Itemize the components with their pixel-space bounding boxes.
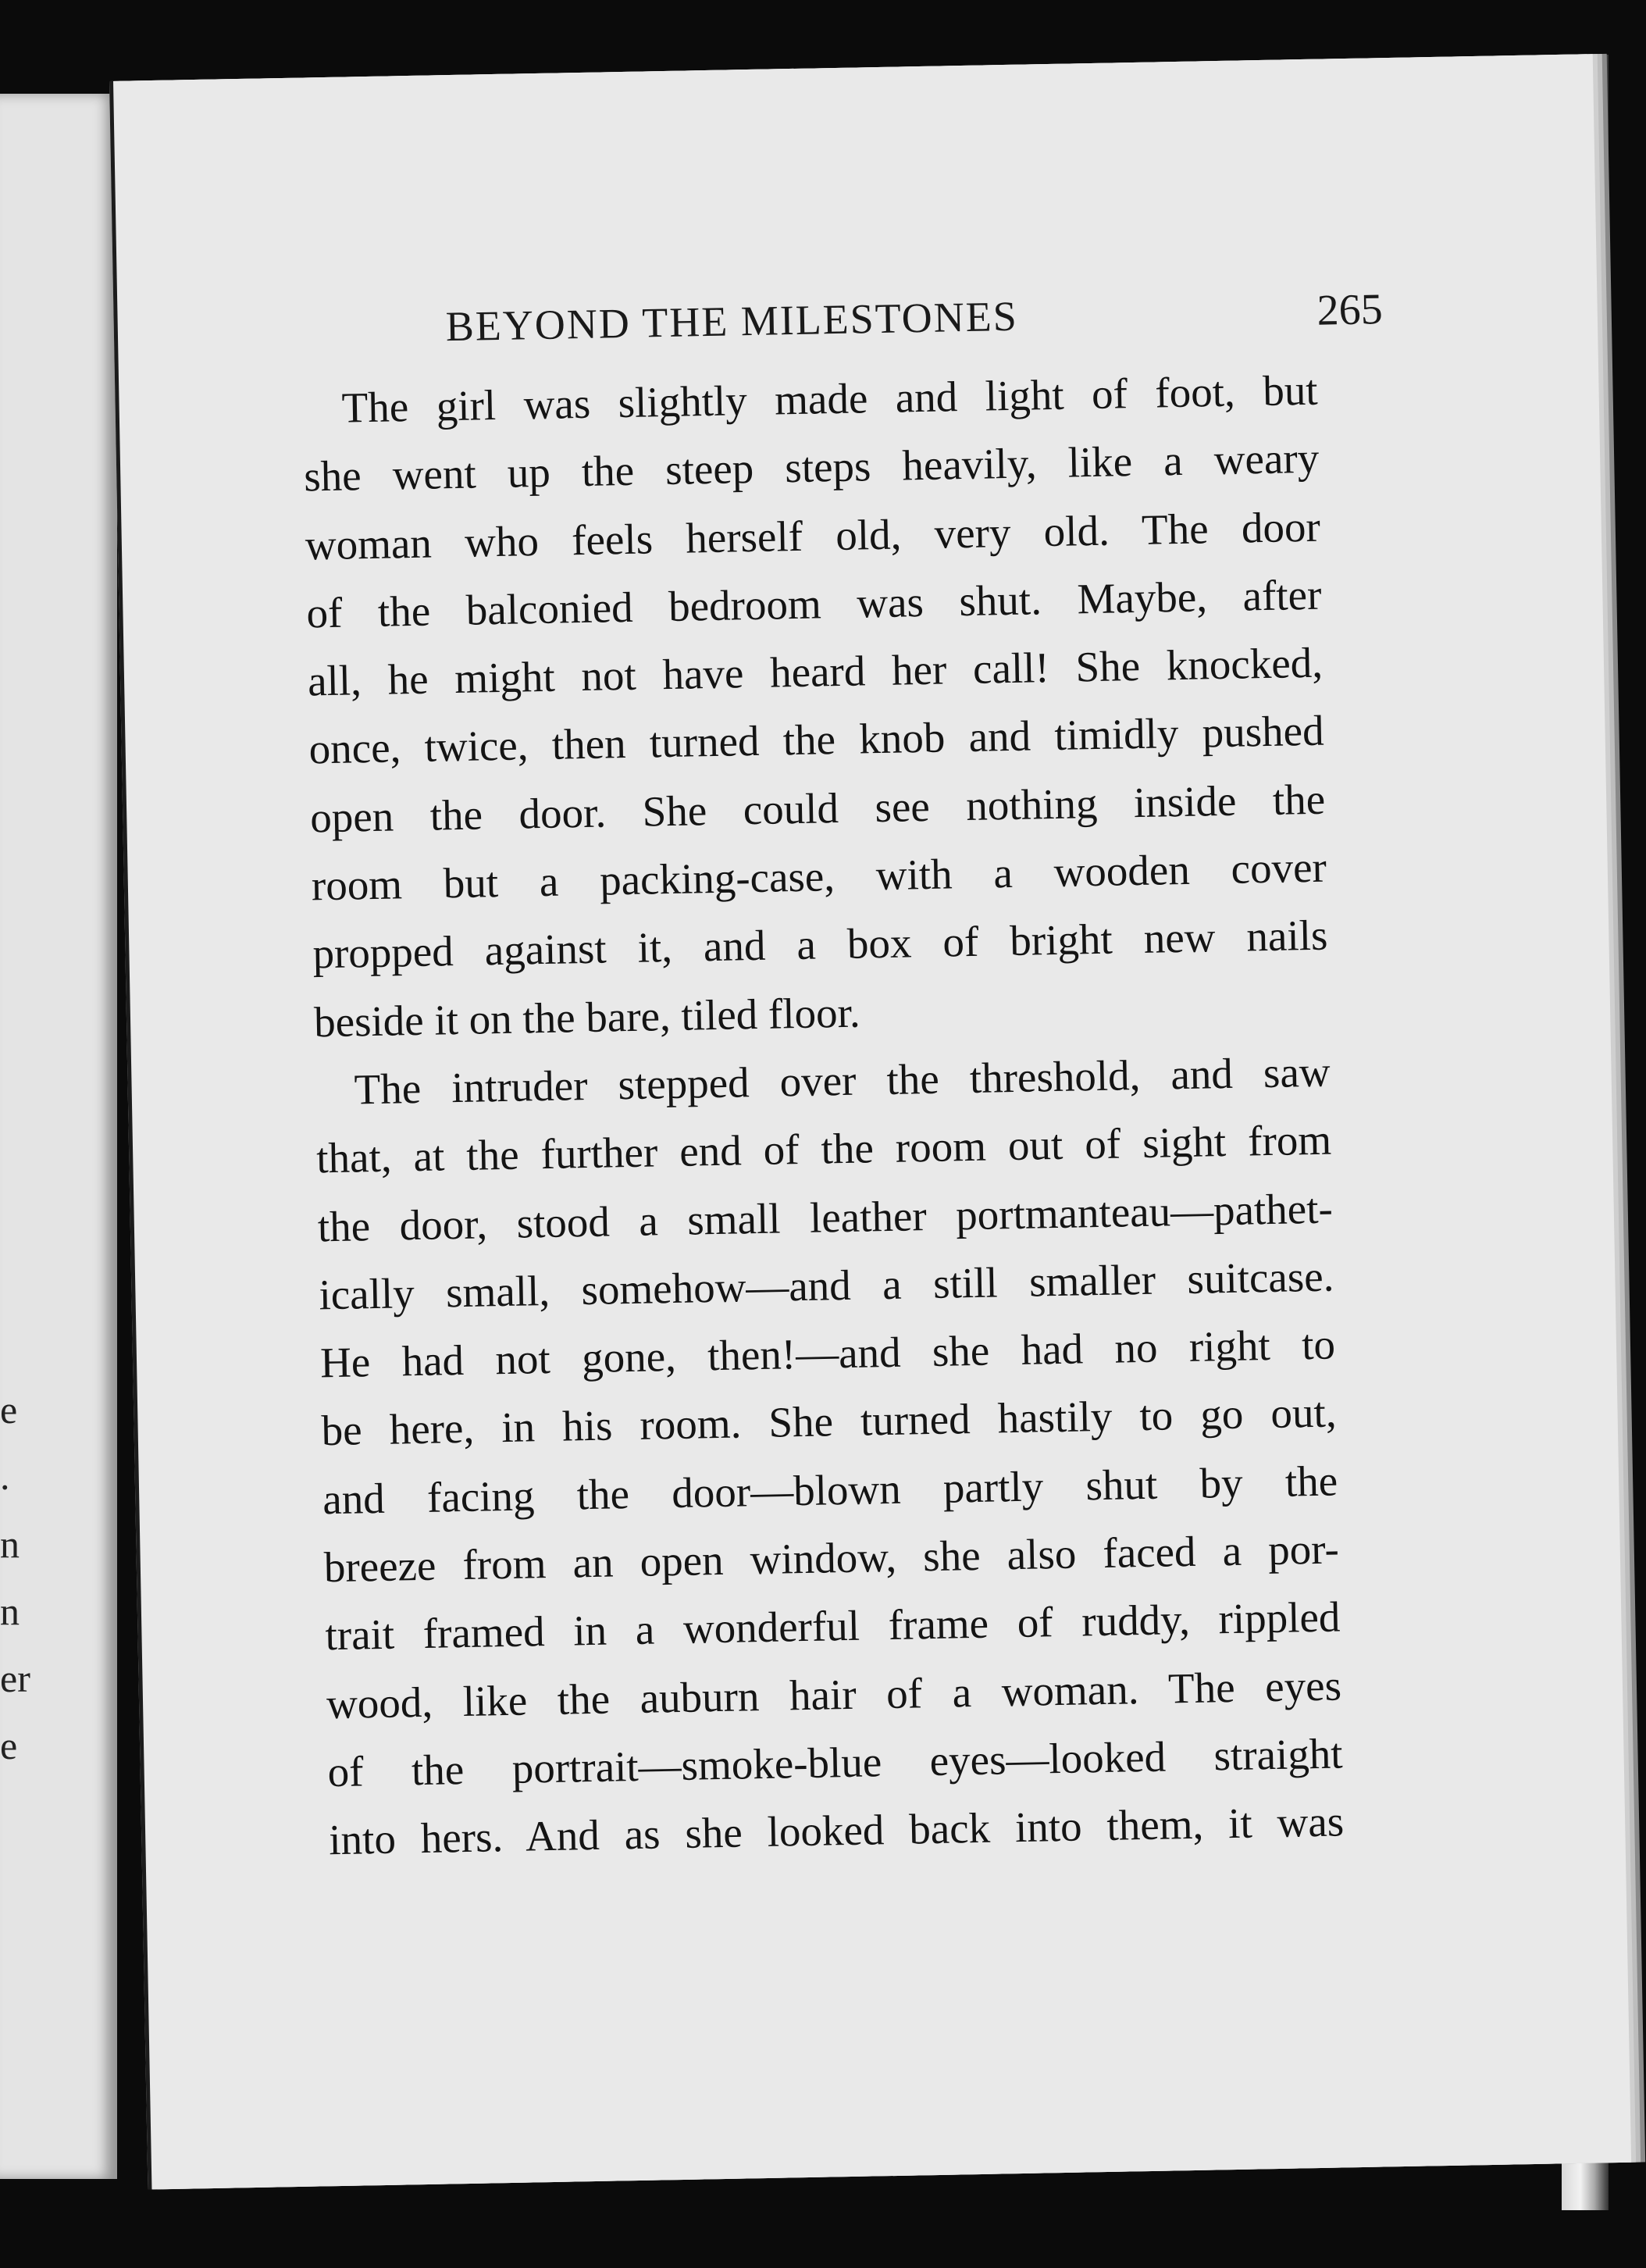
text-line: propped against it, and a box of bright new nails [312,911,1328,978]
previous-page-edge [0,94,117,2179]
previous-page-text-fragment: n [0,1589,20,1633]
text-line: of the balconied bedroom was shut. Maybe, after [305,570,1322,637]
text-line: The girl was slightly made and light of foot, but [341,366,1319,432]
text-line: beside it on the bare, tiled floor. [313,988,861,1047]
text-line: be here, in his room. She turned hastily to go out, [321,1388,1338,1455]
text-line: of the portrait—smoke-blue eyes—looked straight [327,1729,1344,1796]
text-line: room but a packing-case, with a wooden cover [311,843,1327,910]
text-line: He had not gone, then!—and she had no right to [319,1320,1336,1387]
text-line: woman who feels herself old, very old. The door [305,502,1321,569]
text-line: she went up the steep steps heavily, like a weary [303,433,1320,501]
text-line: once, twice, then turned the knob and timidly pushed [308,707,1325,773]
text-line: that, at the further end of the room out of sight from [315,1115,1332,1182]
text-line: and facing the door—blown partly shut by the [322,1457,1338,1524]
text-line: the door, stood a small leather portmanteau—pathet- [317,1184,1334,1250]
page-number: 265 [1316,285,1384,335]
text-line: all, he might not have heard her call! She knocked, [307,638,1324,705]
body-text [302,356,1345,1874]
previous-page-text-fragment: er [0,1656,30,1700]
previous-page-text-fragment: e [0,1724,18,1767]
text-line: trait framed in a wonderful frame of ruddy, rippled [324,1592,1341,1660]
previous-page-text-fragment: . [0,1454,10,1498]
text-line: ically small, somehow—and a still smaller suitcase. [318,1252,1334,1319]
text-line: wood, like the auburn hair of a woman. The eyes [326,1661,1342,1728]
text-line: breeze from an open window, she also faced a por- [323,1524,1340,1592]
text-line: into hers. And as she looked back into them, it was [328,1797,1345,1864]
text-line: open the door. She could see nothing inside the [309,775,1326,842]
previous-page-text-fragment: n [0,1522,20,1566]
previous-page-text-fragment: e [0,1388,18,1432]
running-head: BEYOND THE MILESTONES [445,292,1019,351]
text-line: The intruder stepped over the threshold, and saw [354,1047,1331,1114]
book-page [109,54,1631,2189]
page-header [445,284,1383,351]
